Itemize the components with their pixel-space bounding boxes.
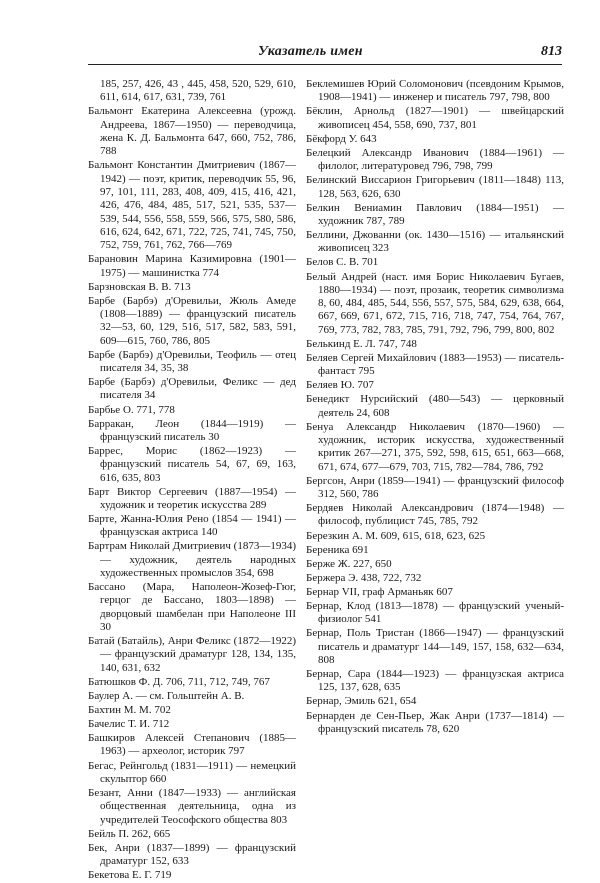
index-entry: Баррес, Морис (1862—1923) — французский писатель 54, 67, 69, 163, 616, 635, 803 bbox=[88, 444, 296, 484]
index-entry: Барбе (Барбэ) д'Оревильи, Феликс — дед писателя 34 bbox=[88, 376, 296, 402]
index-entry: Бергсон, Анри (1859—1941) — французский философ 312, 560, 786 bbox=[306, 474, 564, 501]
index-entry: Барановин Марина Казимировна (1901—1975) — машинистка 774 bbox=[88, 253, 296, 279]
index-entry: Бернар, Сара (1844—1923) — французская актриса 125, 137, 628, 635 bbox=[306, 668, 564, 694]
header-title: Указатель имен bbox=[258, 44, 363, 59]
index-entry: Бёкфорд У. 643 bbox=[306, 132, 377, 145]
index-entry: Белецкий Александр Иванович (1884—1961) — филолог, литературовед 796, 798, 799 bbox=[306, 146, 564, 173]
running-header bbox=[88, 44, 562, 65]
index-entry: Белинский Виссарион Григорьевич (1811—1848) 113, 128, 563, 626, 630 bbox=[306, 174, 564, 200]
index-entry: Бернар VII, граф Арманьяк 607 bbox=[306, 585, 453, 598]
index-entry: 185, 257, 426, 43 , 445, 458, 520, 529, 610, 611, 614, 617, 631, 739, 761 bbox=[100, 78, 296, 104]
index-entry: Бернар, Клод (1813—1878) — французский ученый-физиолог 541 bbox=[306, 600, 564, 626]
index-entry: Барбье О. 771, 778 bbox=[88, 403, 175, 416]
index-entry: Бахтин М. М. 702 bbox=[88, 704, 171, 716]
index-entry: Бенедикт Нурсийский (480—543) — церковный деятель 24, 608 bbox=[306, 393, 564, 419]
index-entry: Бачелис Т. И. 712 bbox=[88, 718, 170, 731]
index-entry: Бердяев Николай Александрович (1874—1948) — философ, публицист 745, 785, 792 bbox=[306, 502, 564, 528]
index-entry: Березкин А. М. 609, 615, 618, 623, 625 bbox=[306, 529, 486, 542]
index-entry: Бёклин, Арнольд (1827—1901) — швейцарский живописец 454, 558, 690, 737, 801 bbox=[306, 105, 564, 131]
index-entry: Батюшков Ф. Д. 706, 711, 712, 749, 767 bbox=[88, 675, 270, 688]
index-entry: Башкиров Алексей Степанович (1885—1963) — археолог, историк 797 bbox=[88, 732, 296, 758]
index-entry: Бартрам Николай Дмитриевич (1873—1934) — художник, деятель народных художественных промыслов 354, 698 bbox=[88, 540, 296, 580]
index-entry: Белкин Вениамин Павлович (1884—1951) — художник 787, 789 bbox=[306, 201, 564, 227]
index-entry: Бернарден де Сен-Пьер, Жак Анри (1737—1814) — французский писатель 78, 620 bbox=[306, 709, 564, 735]
index-entry: Бек, Анри (1837—1899) — французский драматург 152, 633 bbox=[88, 841, 296, 868]
index-entry: Бержера Э. 438, 722, 732 bbox=[306, 571, 422, 584]
index-entry: Бальмонт Константин Дмитриевич (1867—1942) — поэт, критик, переводчик 55, 96, 97, 101, 111, 283, 408, 409, 415, 416, 421, 426, 476, 484, 485, 517, 521, 535, 537—539, 544, 556, 558, 559, 566, 575, 580, 586, 616, 624, 642, 671, 722, 725, 741, 745, 750, 752, 759, 761, 762, 766—769 bbox=[88, 159, 296, 252]
index-entry: Бернар, Поль Тристан (1866—1947) — французский писатель и драматург 144—149, 157, 158, 632—634, 808 bbox=[306, 627, 564, 666]
index-entry: Белый Андрей (наст. имя Борис Николаевич Бугаев, 1880—1934) — поэт, прозаик, теоретик символизма 8, 60, 484, 485, 544, 556, 557, 575, 584, 629, 638, 664, 667, 669, 671, 672, 715, 716, 718, 747, 754, 764, 767, 769, 773, 782, 783, 785, 791, 792, 796, 799, 800, 802 bbox=[306, 270, 564, 336]
index-entry: Бегас, Рейнгольд (1831—1911) — немецкий скульптор 660 bbox=[88, 759, 296, 785]
index-entry: Беляев Сергей Михайлович (1883—1953) — писатель-фантаст 795 bbox=[306, 351, 564, 378]
index-entry: Беляев Ю. 707 bbox=[306, 379, 374, 392]
index-entry: Баулер А. — см. Гольштейн А. В. bbox=[88, 689, 245, 702]
index-entry: Барт Виктор Сергеевич (1887—1954) — художник и теоретик искусства 289 bbox=[88, 485, 296, 511]
index-column-right bbox=[306, 78, 564, 737]
index-entry: Береника 691 bbox=[306, 543, 369, 556]
index-entry: Барзновская В. В. 713 bbox=[88, 280, 191, 293]
index-entry: Барбе (Барбэ) д'Оревильи, Теофиль — отец писателя 34, 35, 38 bbox=[88, 348, 296, 375]
index-column-left bbox=[88, 78, 296, 883]
index-entry: Барте, Жанна-Юлия Рено (1854 — 1941) — французская актриса 140 bbox=[88, 513, 296, 539]
index-entry: Барракан, Леон (1844—1919) — французский писатель 30 bbox=[88, 417, 296, 443]
index-entry: Барбе (Барбэ) д'Оревильи, Жюль Амеде (1808—1889) — французский писатель 32—53, 60, 129, 516, 517, 582, 583, 591, 609—615, 760, 786, 805 bbox=[88, 294, 296, 347]
index-entry: Беклемишев Юрий Соломонович (псевдоним Крымов, 1908—1941) — инженер и писатель 797, 798, 800 bbox=[306, 78, 564, 104]
index-entry: Бенуа Александр Николаевич (1870—1960) — художник, историк искусства, художественный критик 267—271, 375, 592, 598, 615, 651, 663—668, 671, 674, 677—679, 703, 715, 782—784, 786, 792 bbox=[306, 420, 564, 473]
index-entry: Бекетова Е. Г. 719 bbox=[88, 869, 172, 882]
index-entry: Бейль П. 262, 665 bbox=[88, 827, 171, 840]
index-entry: Белькинд Е. Л. 747, 748 bbox=[306, 337, 417, 350]
index-entry: Белов С. В. 701 bbox=[306, 256, 379, 269]
index-entry: Беллини, Джованни (ок. 1430—1516) — итальянский живописец 323 bbox=[306, 229, 564, 255]
index-entry: Бальмонт Екатерина Алексеевна (урожд. Андреева, 1867—1950) — переводчица, жена К. Д. Бальмонта 647, 660, 752, 786, 788 bbox=[88, 105, 296, 158]
index-entry: Безант, Анни (1847—1933) — английская общественная деятельница, одна из учредителей Теософского общества 803 bbox=[88, 786, 296, 826]
page-number: 813 bbox=[541, 44, 562, 59]
index-entry: Берже Ж. 227, 650 bbox=[306, 557, 392, 570]
index-entry: Бернар, Эмиль 621, 654 bbox=[306, 695, 417, 708]
index-entry: Бассано (Мара, Наполеон-Жозеф-Гюг, герцог де Бассано, 1803—1898) — дворцовый шамбелан при Наполеоне III 30 bbox=[88, 581, 296, 634]
index-entry: Батай (Батайль), Анри Феликс (1872—1922) — французский драматург 128, 134, 135, 140, 631, 632 bbox=[88, 635, 296, 674]
